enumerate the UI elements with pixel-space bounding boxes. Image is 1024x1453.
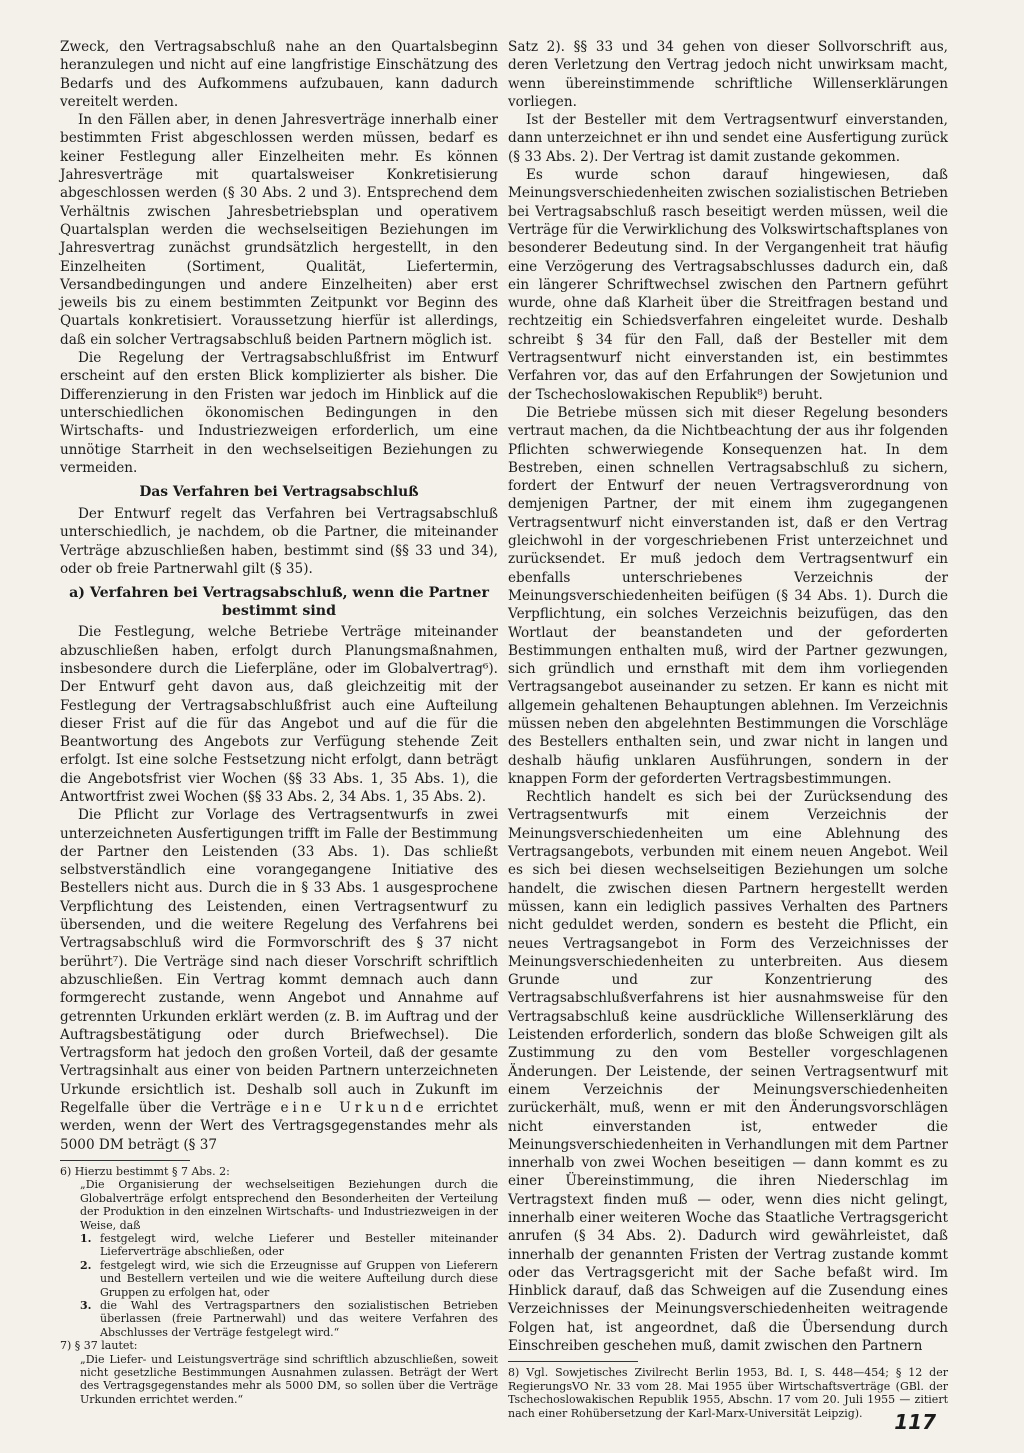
- footnote-list-item: [60, 1259, 498, 1299]
- footnote-list-item: [60, 1232, 498, 1259]
- subsection-heading: a) Verfahren bei Vertragsabschluß, wenn die Partner bestimmt sind: [69, 585, 489, 620]
- list-number: 3.: [80, 1298, 92, 1312]
- paragraph: In den Fällen aber, in denen Jahresverträge innerhalb einer bestimmten Frist abgeschlossen werden müssen, bedarf es keiner Festlegung aller Einzelheiten mehr. Es können Jahresverträge mit quartalsweiser Konkretisierung abgeschlossen werden (§ 30 Abs. 2 und 3). Entsprechend dem Verhältnis zwischen Jahresbetriebsplan und operativem Quartalsplan werden die wechselseitigen Beziehungen im Jahresvertrag zunächst grundsätzlich hergestellt, in den Einzelheiten (Sortiment, Qualität, Liefertermin, Versandbedingungen und andere Einzelheiten) aber erst jeweils bis zu einem bestimmten Zeitpunkt vor Beginn des Quartals konkretisiert. Voraussetzung hierfür ist allerdings, daß ein solcher Vertragsabschluß beiden Partnern möglich ist.: [60, 112, 498, 348]
- paragraph: Zweck, den Vertragsabschluß nahe an den Quartalsbeginn heranzulegen und nicht auf eine langfristige Einschätzung des Bedarfs und des Aufkommens aufzubauen, kann dadurch vereitelt werden.: [60, 39, 498, 110]
- paragraph: Satz 2). §§ 33 und 34 gehen von dieser Sollvorschrift aus, deren Verletzung den Vertrag jedoch nicht unwirksam macht, wenn übereinstimmende schriftliche Willenserklärungen vorliegen.: [508, 39, 948, 110]
- paragraph: [60, 806, 498, 1154]
- paragraph: Der Entwurf regelt das Verfahren bei Vertragsabschluß unterschiedlich, je nachdem, ob die Partner, die miteinander Verträge abzuschließen haben, bestimmt sind (§§ 33 und 34), oder ob freie Partnerwahl gilt (§ 35).: [60, 506, 498, 578]
- footnote-6-quote: „Die Organisierung der wechselseitigen Beziehungen durch die Globalverträge erfolgt entsprechend den Besonderheiten der Verteilung der Produktion in den einzelnen Wirtschafts- und Industriezweigen in der Weise, daß: [80, 1178, 498, 1232]
- list-text: die Wahl des Vertragspartners den sozialistischen Betrieben überlassen (freie Partnerwahl) und das weitere Verfahren des Abschlusses der Verträge festgelegt wird.“: [100, 1298, 498, 1339]
- paragraph: Rechtlich handelt es sich bei der Zurücksendung des Vertragsentwurfs mit einem Verzeichnis der Meinungsverschiedenheiten um eine Ablehnung des Vertragsangebots, verbunden mit einem neuen Angebot. Weil es sich bei diesen wechselseitigen Beziehungen um solche handelt, die zwischen diesen Partnern hergestellt werden müssen, kann ein lediglich passives Verhalten des Partners nicht geduldet werden, sondern es besteht die Pflicht, ein neues Vertragsangebot in Form des Verzeichnisses der Meinungsverschiedenheiten zu unterbreiten. Aus diesem Grunde und zur Konzentrierung des Vertragsabschlußverfahrens ist hier ausnahmsweise für den Vertragsabschluß keine ausdrückliche Willenserklärung des Leistenden erforderlich, sondern das bloße Schweigen gilt als Zustimmung zu den vom Besteller vorgeschlagenen Änderungen. Der Leistende, der seinen Vertragsentwurf mit einem Verzeichnis der Meinungsverschiedenheiten zurückerhält, muß, wenn er mit den Änderungsvorschlägen nicht einverstanden ist, entweder die Meinungsverschiedenheiten in Verhandlungen mit dem Partner innerhalb von zwei Wochen beseitigen — dann kommt es zu einer Übereinstimmung, die ihren Niederschlag im Vertragstext finden muß — oder, wenn dies nicht gelingt, innerhalb einer weiteren Woche das Staatliche Vertragsgericht anrufen (§ 34 Abs. 2). Dadurch wird gewährleistet, daß innerhalb der genannten Fristen der Vertrag zustande kommt oder das Vertragsgericht mit der Sache befaßt wird. Im Hinblick darauf, daß das Schweigen auf die Zusendung eines Verzeichnisses der Meinungsverschiedenheiten weitragende Folgen hat, ist angeordnet, daß die Übersendung durch Einschreiben geschehen muß, damit zwischen den Partnern: [508, 789, 948, 1355]
- list-number: 2.: [80, 1258, 92, 1272]
- paragraph-text: errichtet werden, wenn der Wert des Vertragsgegenstandes mehr als 5000 DM beträgt (§ 37: [60, 1100, 498, 1153]
- paragraph: Es wurde schon darauf hingewiesen, daß Meinungsverschiedenheiten zwischen sozialistischen Betrieben bei Vertragsabschluß rasch beseitigt werden müssen, weil die Verträge für die Verwirklichung des Volkswirtschaftsplanes von besonderer Bedeutung sind. In der Vergangenheit trat häufig eine Verzögerung des Vertragsabschlusses dadurch ein, daß ein längerer Schriftwechsel zwischen den Partnern geführt wurde, ohne daß Klarheit über die Streitfragen bestand und rechtzeitig ein Schiedsverfahren eingeleitet wurde. Deshalb schreibt § 34 für den Fall, daß der Besteller mit dem Vertragsentwurf nicht einverstanden ist, ein bestimmtes Verfahren vor, das auf den Erfahrungen der Sowjetunion und der Tschechoslowakischen Republik⁸) beruht.: [508, 167, 948, 403]
- right-column: [508, 38, 948, 1420]
- paragraph: Die Betriebe müssen sich mit dieser Regelung besonders vertraut machen, da die Nichtbeachtung der aus ihr folgenden Pflichten schwerwiegende Konsequenzen hat. In dem Bestreben, einen schnellen Vertragsabschluß zu sichern, fordert der Entwurf der neuen Vertragsverordnung von demjenigen Partner, der mit einem ihm zugegangenen Vertragsentwurf nicht einverstanden ist, daß er den Vertrag gleichwohl in der vorgeschriebenen Frist unterzeichnet und zurücksendet. Er muß jedoch dem Vertragsentwurf ein ebenfalls unterschriebenes Verzeichnis der Meinungsverschiedenheiten beifügen (§ 34 Abs. 1). Durch die Verpflichtung, ein solches Verzeichnis beizufügen, das den Wortlaut der beanstandeten und der geforderten Bestimmungen enthalten muß, wird der Partner gezwungen, sich gründlich und ernsthaft mit dem ihm vorliegenden Vertragsangebot auseinander zu setzen. Er kann es nicht mit allgemein gehaltenen Behauptungen ablehnen. Im Verzeichnis müssen neben den abgelehnten Bestimmungen die Vorschläge des Bestellers enthalten sein, und zwar nicht in langen und deshalb häufig unklaren Ausführungen, sondern in der knappen Form der geforderten Vertragsbestimmungen.: [508, 404, 948, 787]
- page-number: 117: [894, 1410, 936, 1434]
- paragraph: Die Regelung der Vertragsabschlußfrist im Entwurf erscheint auf den ersten Blick komplizierter als bisher. Die Differenzierung in den Fristen war jedoch im Hinblick auf die unterschiedlichen ökonomischen Bedingungen in den Wirtschafts- und Industriezweigen erforderlich, um eine unnötige Starrheit in den wechselseitigen Beziehungen zu vermeiden.: [60, 350, 498, 476]
- paragraph: Die Festlegung, welche Betriebe Verträge miteinander abzuschließen haben, erfolgt durch Planungsmaßnahmen, insbesondere durch die Lieferpläne, oder im Globalvertrag⁶). Der Entwurf geht davon aus, daß gleichzeitig mit der Festlegung der Vertragsabschlußfrist auch eine Aufteilung dieser Frist auf die für das Angebot und auf die für die Beantwortung des Angebots zur Verfügung stehende Zeit erfolgt. Ist eine solche Festsetzung nicht erfolgt, dann beträgt die Angebotsfrist vier Wochen (§§ 33 Abs. 1, 35 Abs. 1), die Antwortfrist zwei Wochen (§§ 33 Abs. 2, 34 Abs. 1, 35 Abs. 2).: [60, 624, 498, 805]
- footnote-divider: [60, 1160, 190, 1161]
- emphasized-text: eine Urkunde: [280, 1100, 428, 1117]
- footnote-list-item: [60, 1299, 498, 1339]
- footnote-6-intro: 6) Hierzu bestimmt § 7 Abs. 2:: [60, 1164, 230, 1178]
- list-text: festgelegt wird, wie sich die Erzeugnisse auf Gruppen von Lieferern und Bestellern verteilen und wie die weitere Aufteilung durch diese Gruppen zu erfolgen hat, oder: [100, 1258, 498, 1299]
- left-column: [60, 38, 498, 1418]
- paragraph: Ist der Besteller mit dem Vertragsentwurf einverstanden, dann unterzeichnet er ihn und sendet eine Ausfertigung zurück (§ 33 Abs. 2). Der Vertrag ist damit zustande gekommen.: [508, 112, 948, 165]
- footnote-divider: [508, 1361, 638, 1362]
- footnote-8: 8) Vgl. Sowjetisches Zivilrecht Berlin 1953, Bd. I, S. 448—454; § 12 der RegierungsVO Nr. 33 vom 28. Mai 1955 über Wirtschaftsverträge (GBl. der Tschechoslowakischen Republik 1955, Abschn. 17 vom 20. Juli 1955 — zitiert nach einer Rohübersetzung der Karl-Marx-Universität Leipzig).: [508, 1366, 948, 1420]
- footnote-7-quote: „Die Liefer- und Leistungsverträge sind schriftlich abzuschließen, soweit nicht gesetzliche Bestimmungen Ausnahmen zulassen. Beträgt der Wert des Vertragsgegenstandes mehr als 5000 DM, so sollen über die Verträge Urkunden errichtet werden.“: [80, 1352, 498, 1406]
- footnote-7-intro: 7) § 37 lautet:: [60, 1339, 138, 1353]
- section-heading: Das Verfahren bei Vertragsabschluß: [139, 484, 419, 501]
- footnote-6-list: [60, 1232, 498, 1339]
- list-number: 1.: [80, 1231, 92, 1245]
- paragraph-text: Die Pflicht zur Vorlage des Vertragsentwurfs in zwei unterzeichneten Ausfertigungen trifft im Falle der Bestimmung der Partner den Leistenden (33 Abs. 1). Das schließt selbstverständlich eine vorangegangene Initiative des Bestellers nicht aus. Durch die in § 33 Abs. 1 ausgesprochene Verpflichtung des Leistenden, einen Vertragsentwurf zu übersenden, und die weitere Regelung des Verfahrens bei Vertragsabschluß wird die Formvorschrift des § 37 nicht berührt⁷). Die Verträge sind nach dieser Vorschrift schriftlich abzuschließen. Ein Vertrag kommt demnach auch dann formgerecht zustande, wenn Angebot und Annahme auf getrennten Urkunden erklärt werden (z. B. im Auftrag und der Auftragsbestätigung oder durch Briefwechsel). Die Vertragsform hat jedoch den großen Vorteil, daß der gesamte Vertragsinhalt aus einer von beiden Partnern unterzeichneten Urkunde ersichtlich ist. Deshalb soll auch in Zukunft im Regelfalle über die Verträge: [60, 807, 498, 1117]
- list-text: festgelegt wird, welche Lieferer und Besteller miteinander Lieferverträge abschließen, oder: [100, 1231, 498, 1259]
